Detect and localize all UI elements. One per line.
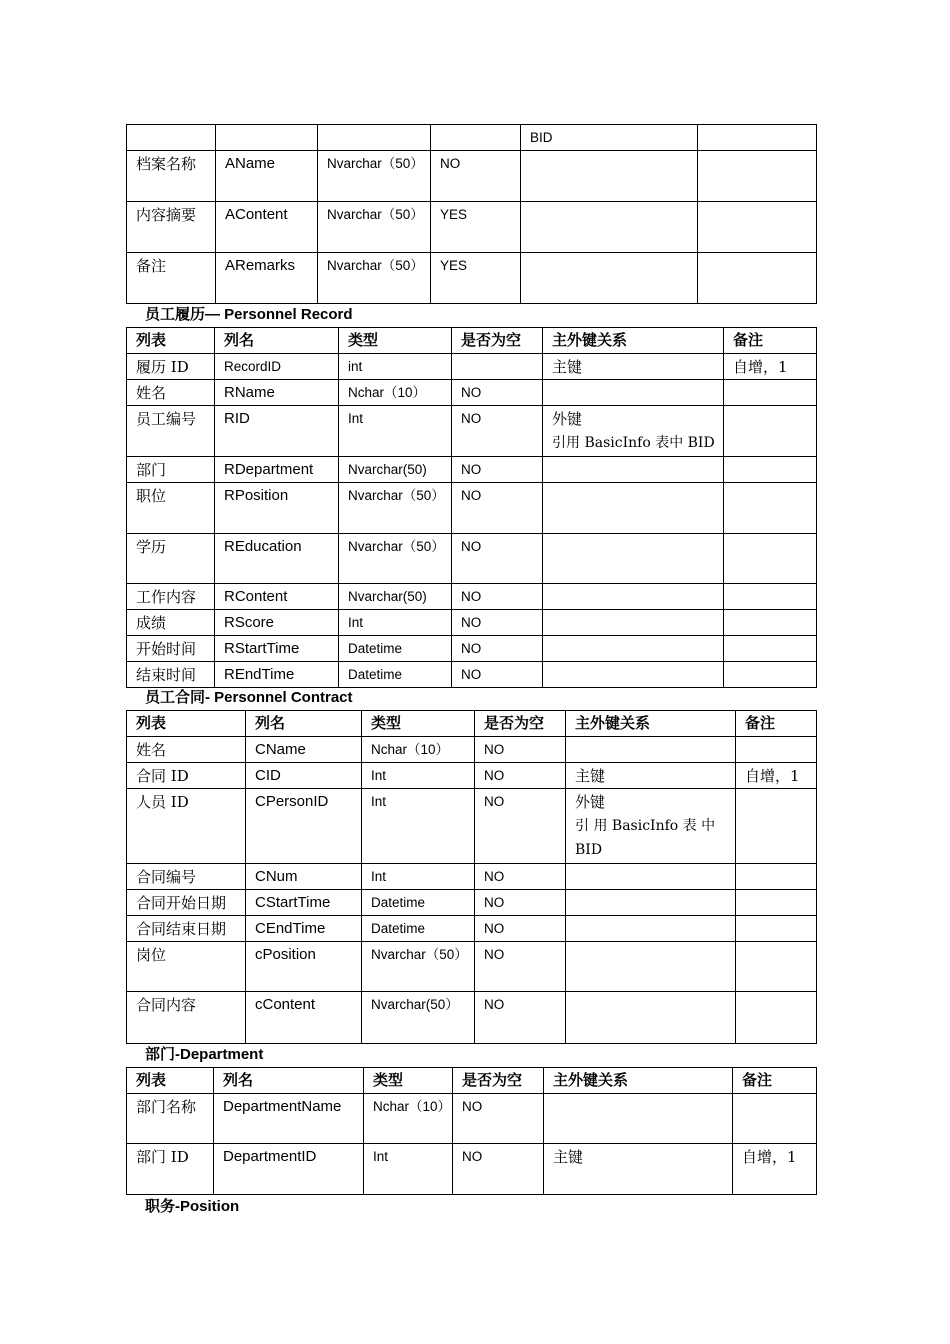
table-row: 合同 ID CID Int NO 主键 自增，1 [127,763,817,789]
table-header-row: 列表 列名 类型 是否为空 主外键关系 备注 [127,711,817,737]
table-row: 姓名 RName Nchar（10） NO [127,380,817,406]
table-row: 内容摘要 AContent Nvarchar（50） YES [127,202,817,253]
department-table [126,1067,817,1195]
table-row: 合同结束日期 CEndTime Datetime NO [127,916,817,942]
section-title-position: 职务-Position [145,1198,240,1215]
table-row: BID [127,125,817,151]
table-row: 结束时间 REndTime Datetime NO [127,662,817,688]
table-row: 人员 ID CPersonID Int NO 外键 引 用 BasicInfo 表 中 BID [127,789,817,864]
section-title-department: 部门-Department [145,1046,264,1063]
table-row: 部门 RDepartment Nvarchar(50) NO [127,457,817,483]
table-row: 学历 REducation Nvarchar（50） NO [127,534,817,584]
section-title-personnel-contract: 员工合同- Personnel Contract [145,689,353,706]
table-row: 合同开始日期 CStartTime Datetime NO [127,890,817,916]
archive-table [126,124,817,304]
personnel-contract-table [126,710,817,1044]
table-row: 岗位 cPosition Nvarchar（50） NO [127,942,817,992]
table-row: 备注 ARemarks Nvarchar（50） YES [127,253,817,304]
table-row: 部门名称 DepartmentName Nchar（10） NO [127,1094,817,1144]
table-row: 合同编号 CNum Int NO [127,864,817,890]
section-title-personnel-record: 员工履历— Personnel Record [145,306,353,323]
table-row: 合同内容 cContent Nvarchar(50） NO [127,992,817,1044]
personnel-record-table [126,327,817,688]
table-row: 成绩 RScore Int NO [127,610,817,636]
table-row: 部门 ID DepartmentID Int NO 主键 自增，1 [127,1144,817,1195]
table-row: 履历 ID RecordID int 主键 自增，1 [127,354,817,380]
table-row: 档案名称 AName Nvarchar（50） NO [127,151,817,202]
table-row: 员工编号 RID Int NO 外键 引用 BasicInfo 表中 BID [127,406,817,457]
table-row: 职位 RPosition Nvarchar（50） NO [127,483,817,534]
table-header-row: 列表 列名 类型 是否为空 主外键关系 备注 [127,1068,817,1094]
table-header-row: 列表 列名 类型 是否为空 主外键关系 备注 [127,328,817,354]
table-row: 姓名 CName Nchar（10） NO [127,737,817,763]
table-row: 开始时间 RStartTime Datetime NO [127,636,817,662]
table-row: 工作内容 RContent Nvarchar(50) NO [127,584,817,610]
